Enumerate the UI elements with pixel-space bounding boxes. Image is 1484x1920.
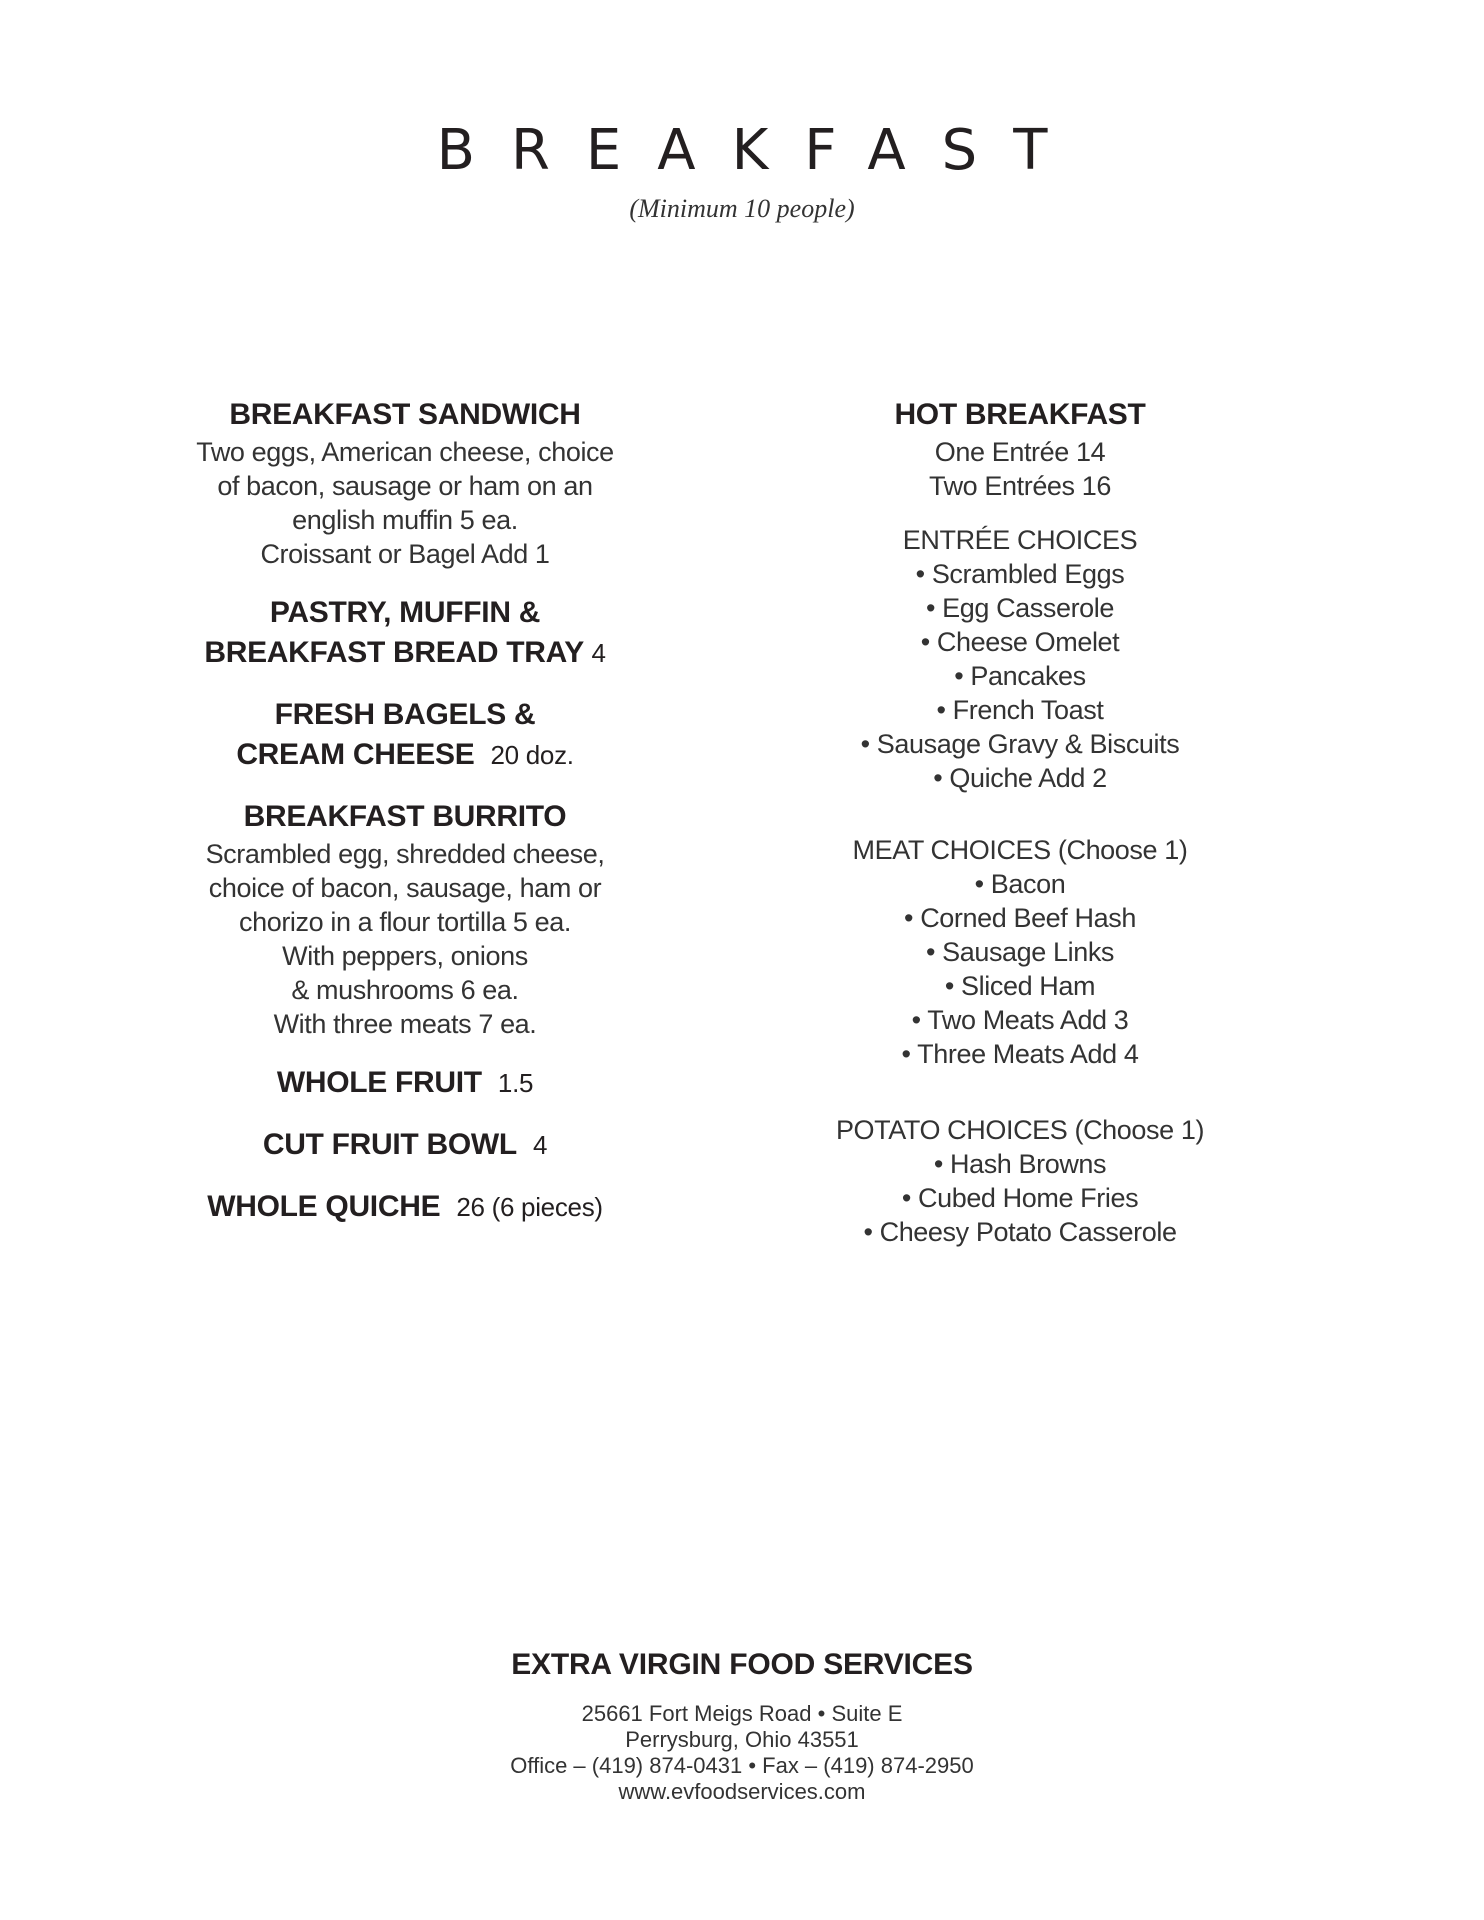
choice-item: • Egg Casserole	[925, 593, 1115, 623]
group-heading: ENTRÉE CHOICES	[902, 525, 1138, 555]
choice-item: • Two Meats Add 3	[911, 1005, 1129, 1035]
choice-item: • Bacon	[974, 869, 1066, 899]
item-title-text: CUT FRUIT BOWL	[262, 1128, 517, 1161]
choice-item: • Quiche Add 2	[933, 763, 1107, 793]
choice-item: • Cheese Omelet	[920, 627, 1120, 657]
item-title-text: WHOLE FRUIT	[276, 1066, 482, 1099]
company-phones: Office – (419) 874-0431 • Fax – (419) 874-2950	[510, 1753, 974, 1778]
item-title-text: CREAM CHEESE	[236, 738, 475, 771]
company-website[interactable]: www.evfoodservices.com	[618, 1779, 866, 1804]
item-desc-line: choice of bacon, sausage, ham or	[208, 873, 602, 903]
right-column	[790, 395, 1250, 1249]
company-address: 25661 Fort Meigs Road • Suite E	[581, 1701, 903, 1726]
item-price: 1.5	[497, 1068, 534, 1098]
menu-item-pastry-tray	[180, 593, 630, 673]
item-price: 20 doz.	[490, 740, 574, 770]
menu-item-breakfast-sandwich	[180, 395, 630, 571]
menu-item-whole-fruit	[180, 1063, 630, 1103]
choice-item: • Sliced Ham	[944, 971, 1096, 1001]
item-title-line2	[180, 735, 630, 775]
group-heading: POTATO CHOICES (Choose 1)	[835, 1115, 1205, 1145]
choice-item: • French Toast	[936, 695, 1104, 725]
item-desc-line: Two eggs, American cheese, choice	[196, 437, 614, 467]
choice-item: • Cubed Home Fries	[901, 1183, 1139, 1213]
left-column	[180, 395, 630, 1249]
menu-item-breakfast-burrito	[180, 797, 630, 1041]
choice-item: • Hash Browns	[933, 1149, 1107, 1179]
item-title-line	[180, 1125, 630, 1165]
entree-choices	[790, 523, 1250, 795]
item-desc-line: Scrambled egg, shredded cheese,	[205, 839, 605, 869]
item-price: 26 (6 pieces)	[456, 1192, 603, 1222]
meat-choices	[790, 833, 1250, 1071]
item-desc-line: english muffin 5 ea.	[292, 505, 518, 535]
menu-item-cut-fruit-bowl	[180, 1125, 630, 1165]
item-title-text: WHOLE QUICHE	[207, 1190, 441, 1223]
item-title: BREAKFAST BURRITO	[243, 800, 567, 833]
choice-item: • Cheesy Potato Casserole	[863, 1217, 1177, 1247]
item-desc-line: Croissant or Bagel Add 1	[260, 539, 550, 569]
page-subtitle: (Minimum 10 people)	[629, 194, 855, 223]
item-price: 4	[591, 638, 606, 668]
choice-item: • Three Meats Add 4	[901, 1039, 1139, 1069]
item-desc-line: & mushrooms 6 ea.	[291, 975, 519, 1005]
price-line: One Entrée 14	[934, 437, 1106, 467]
choice-item: • Sausage Links	[925, 937, 1115, 967]
page-header	[0, 118, 1484, 224]
choice-item: • Pancakes	[954, 661, 1086, 691]
item-title: HOT BREAKFAST	[894, 398, 1146, 431]
choice-item: • Corned Beef Hash	[904, 903, 1136, 933]
item-title-line2	[180, 633, 630, 673]
page-footer	[0, 1645, 1484, 1805]
item-title: PASTRY, MUFFIN &	[269, 596, 541, 629]
choice-item: • Sausage Gravy & Biscuits	[860, 729, 1180, 759]
menu-item-fresh-bagels	[180, 695, 630, 775]
menu-item-whole-quiche	[180, 1187, 630, 1227]
item-desc-line: of bacon, sausage or ham on an	[217, 471, 593, 501]
potato-choices	[790, 1113, 1250, 1249]
group-heading: MEAT CHOICES (Choose 1)	[852, 835, 1188, 865]
item-desc-line: With three meats 7 ea.	[273, 1009, 537, 1039]
item-title: BREAKFAST SANDWICH	[229, 398, 581, 431]
item-title-text: BREAKFAST BREAD TRAY	[204, 636, 584, 669]
choice-item: • Scrambled Eggs	[915, 559, 1125, 589]
item-title-line	[180, 1187, 630, 1227]
price-line: Two Entrées 16	[928, 471, 1111, 501]
item-desc-line: chorizo in a flour tortilla 5 ea.	[239, 907, 571, 937]
menu-item-hot-breakfast	[790, 395, 1250, 503]
page-title: BREAKFAST	[436, 118, 1084, 183]
item-desc-line: With peppers, onions	[282, 941, 528, 971]
item-price: 4	[533, 1130, 548, 1160]
item-title: FRESH BAGELS &	[274, 698, 536, 731]
company-city: Perrysburg, Ohio 43551	[625, 1727, 859, 1752]
item-title-line	[180, 1063, 630, 1103]
company-name: EXTRA VIRGIN FOOD SERVICES	[511, 1648, 973, 1681]
